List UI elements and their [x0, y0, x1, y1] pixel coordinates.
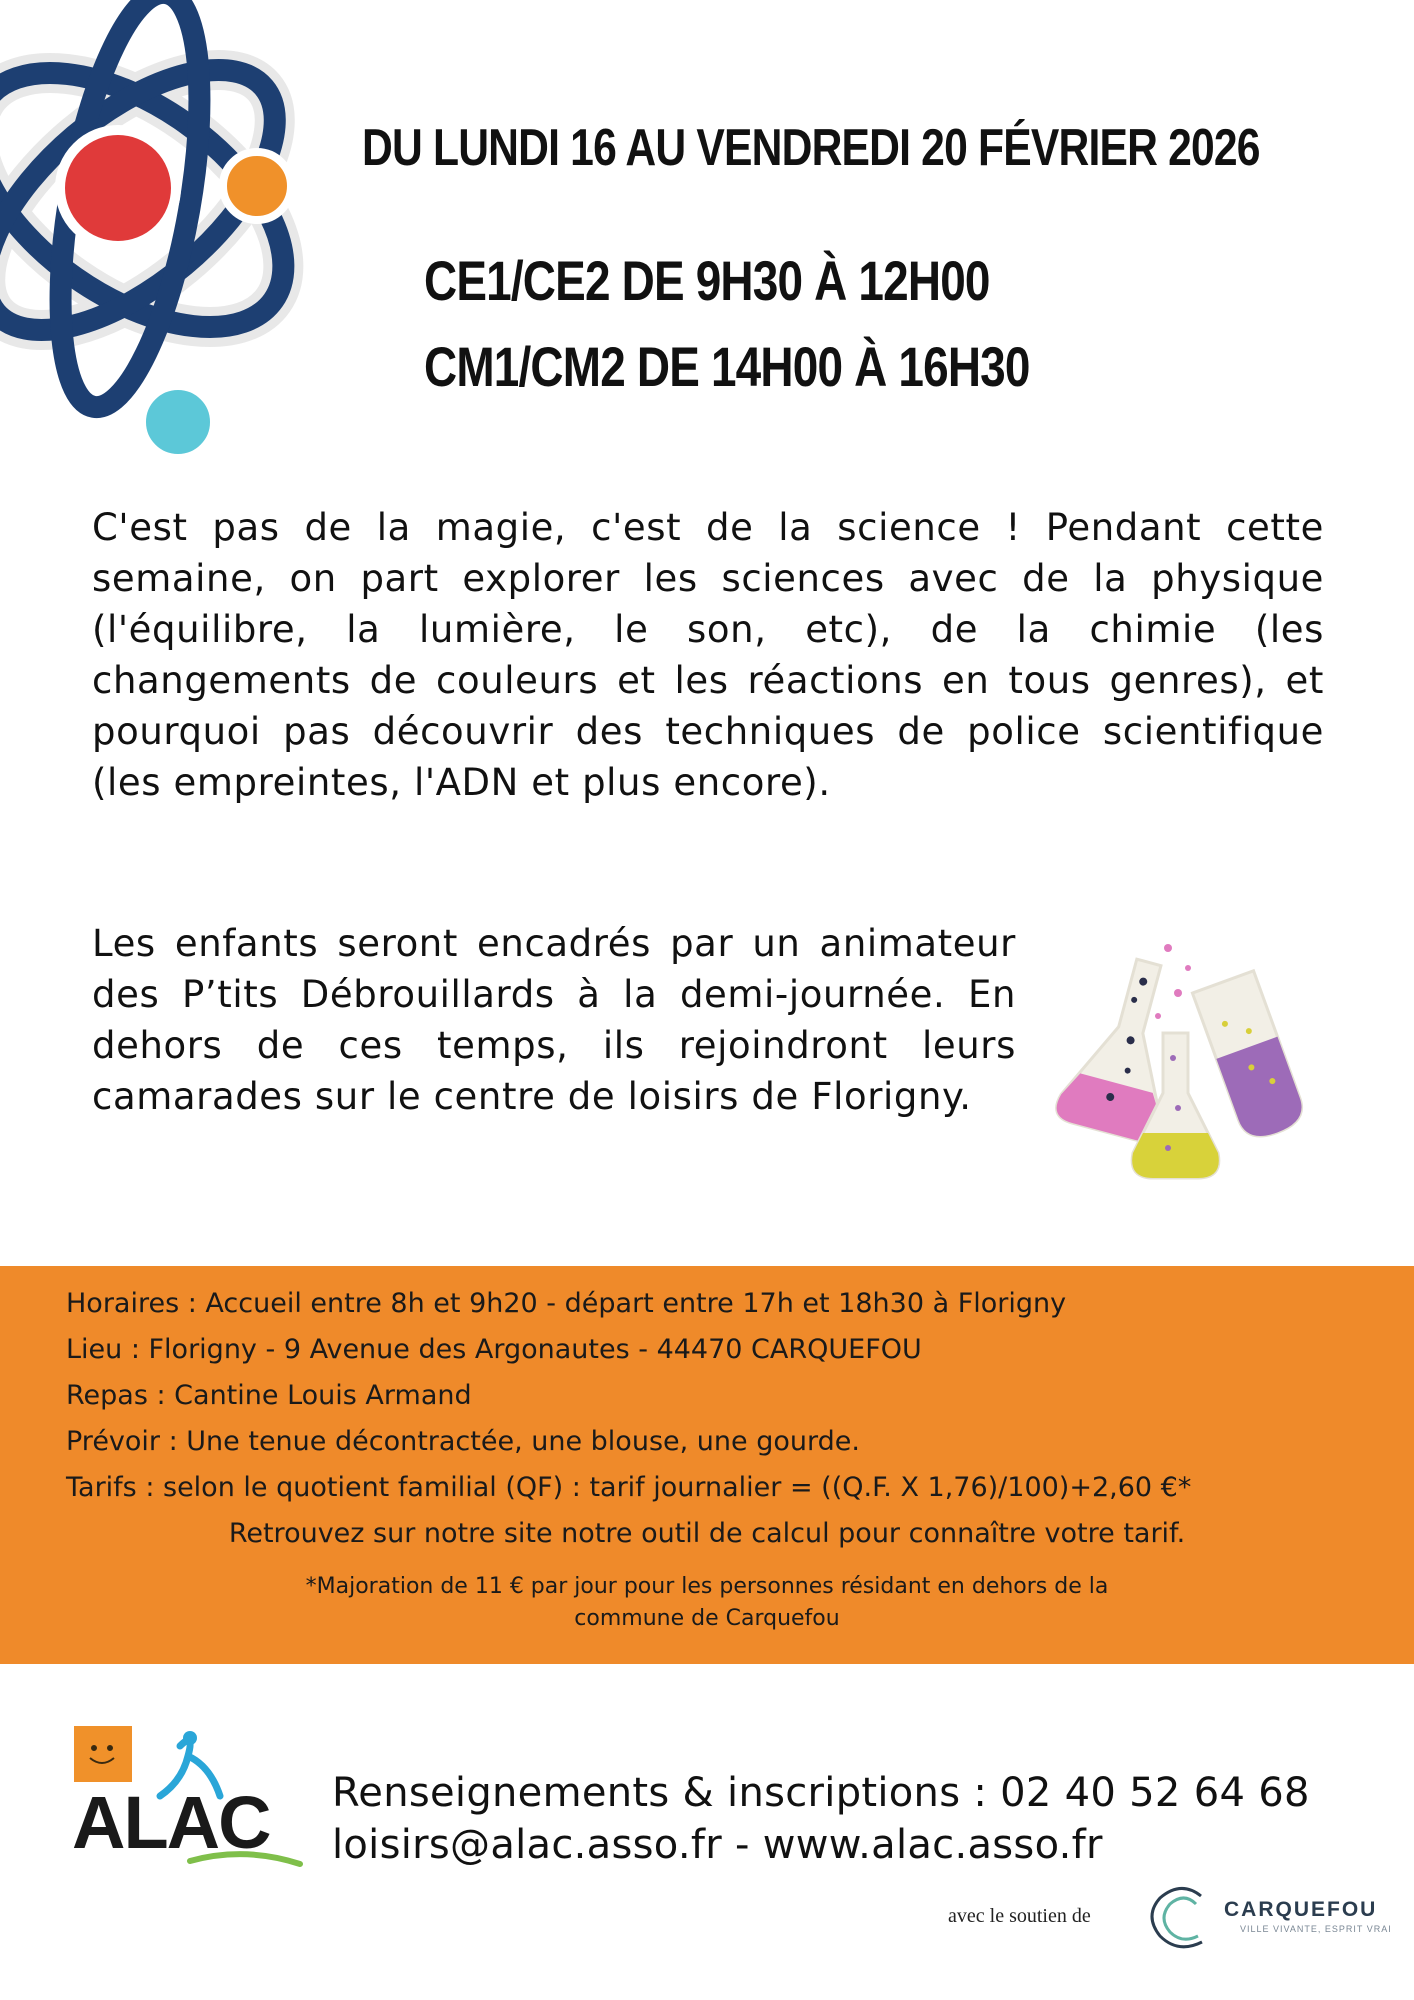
event-dates: DU LUNDI 16 AU VENDREDI 20 FÉVRIER 2026 — [362, 119, 1260, 177]
info-majoration-line2: commune de Carquefou — [574, 1606, 840, 1631]
carquefou-tagline: VILLE VIVANTE, ESPRIT VRAI — [1240, 1924, 1392, 1934]
contact-web: loisirs@alac.asso.fr - www.alac.asso.fr — [332, 1822, 1103, 1868]
atom-electron-orange — [223, 152, 291, 220]
atom-electron-cyan — [142, 386, 214, 458]
atom-nucleus — [60, 130, 176, 246]
carquefou-name: CARQUEFOU — [1224, 1898, 1378, 1921]
floating-bubbles — [1155, 944, 1191, 1019]
info-lieu: Lieu : Florigny - 9 Avenue des Argonautes - 44470 CARQUEFOU — [66, 1334, 922, 1365]
logo-text: ALAC — [72, 1781, 270, 1864]
info-tarifs: Tarifs : selon le quotient familial (QF) : tarif journalier = ((Q.F. X 1,76)/100)+2,60 €* — [66, 1472, 1192, 1503]
support-text: avec le soutien de — [948, 1905, 1091, 1927]
carquefou-logo-icon — [1146, 1882, 1216, 1954]
alac-logo — [70, 1726, 304, 1876]
info-horaires: Horaires : Accueil entre 8h et 9h20 - départ entre 17h et 18h30 à Florigny — [66, 1288, 1067, 1319]
info-repas: Repas : Cantine Louis Armand — [66, 1380, 472, 1411]
schedule-ce: CE1/CE2 DE 9H30 À 12H00 — [424, 249, 990, 312]
info-majoration-line1: *Majoration de 11 € par jour pour les personnes résidant en dehors de la — [305, 1574, 1109, 1599]
description-paragraph: C'est pas de la magie, c'est de la science ! Pendant cette semaine, on part explorer les sciences avec de la physique (l'équilibre, la lumière, le son, etc), de la chimie (les changements de couleurs et les réactions en tous genres), et pourquoi pas découvrir des techniques de police scientifique (les empreintes, l'ADN et plus encore). — [92, 506, 1324, 804]
info-calcul: Retrouvez sur notre site notre outil de calcul pour connaître votre tarif. — [228, 1518, 1186, 1549]
contact-phone: Renseignements & inscriptions : 02 40 52 64 68 — [332, 1770, 1310, 1816]
flask-purple — [1192, 971, 1308, 1144]
chemistry-flasks-illustration — [1048, 938, 1334, 1200]
logo-orange-square — [74, 1726, 132, 1782]
supervision-paragraph: Les enfants seront encadrés par un animateur des P’tits Débrouillards à la demi-journée. En dehors de ces temps, ils rejoindront leurs camarades sur le centre de loisirs de Florigny. — [92, 922, 1016, 1118]
schedule-cm: CM1/CM2 DE 14H00 À 16H30 — [424, 335, 1030, 398]
atom-illustration — [0, 0, 400, 480]
info-prevoir: Prévoir : Une tenue décontractée, une blouse, une gourde. — [66, 1426, 860, 1457]
practical-info-panel — [0, 1266, 1414, 1664]
